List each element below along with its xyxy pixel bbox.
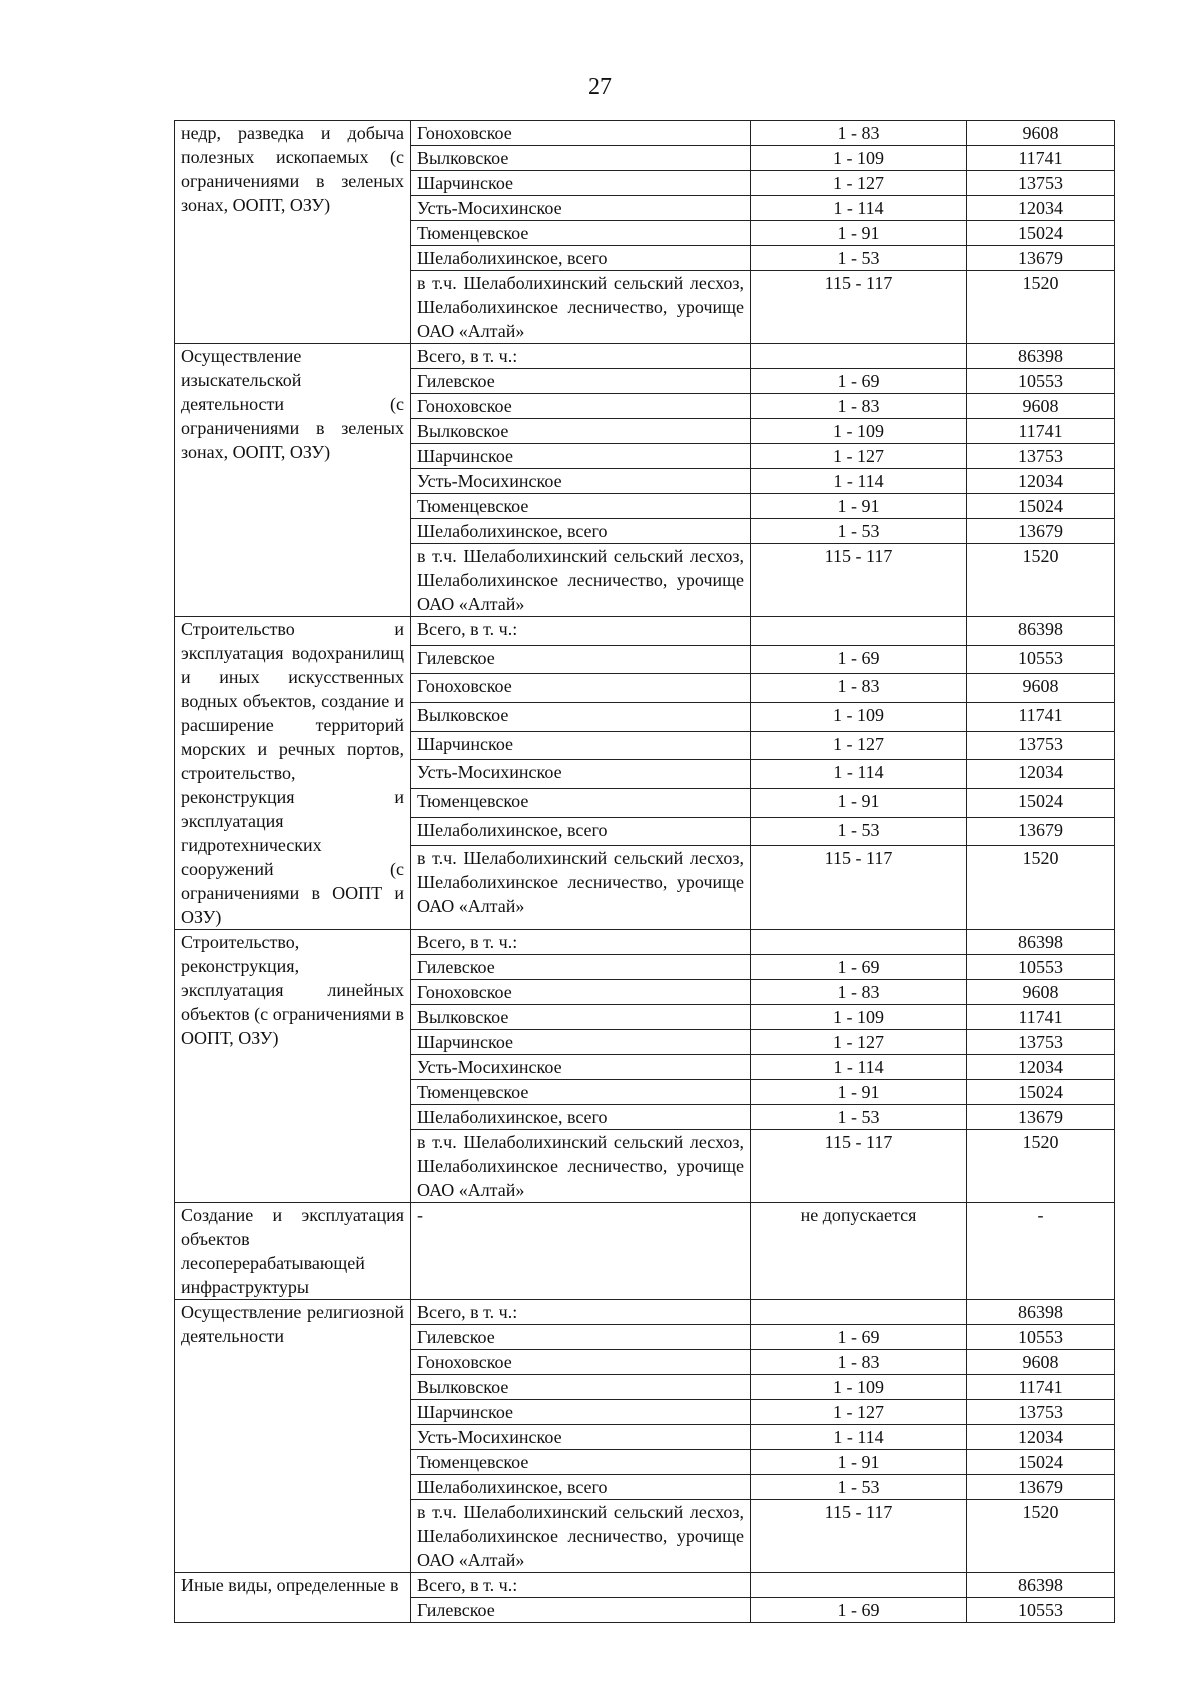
area-cell: 11741 <box>967 702 1115 731</box>
area-cell: 13679 <box>967 1475 1115 1500</box>
area-cell: 9608 <box>967 1350 1115 1375</box>
area-cell: 12034 <box>967 469 1115 494</box>
table-body <box>175 121 1115 1623</box>
area-cell: 1520 <box>967 271 1115 344</box>
quarters-cell: 115 - 117 <box>751 544 967 617</box>
quarters-cell: 1 - 114 <box>751 1055 967 1080</box>
forestry-cell: Всего, в т. ч.: <box>411 1573 751 1598</box>
activity-cell: Создание и эксплуатация объектов лесоперерабатывающей инфраструктуры <box>175 1203 411 1300</box>
area-cell: 13679 <box>967 246 1115 271</box>
quarters-cell <box>751 930 967 955</box>
forestry-cell: Вылковское <box>411 702 751 731</box>
forestry-cell: Тюменцевское <box>411 788 751 817</box>
forestry-cell: Вылковское <box>411 1005 751 1030</box>
area-cell: 1520 <box>967 544 1115 617</box>
forestry-cell: Тюменцевское <box>411 1450 751 1475</box>
quarters-cell <box>751 1573 967 1598</box>
area-cell: 13753 <box>967 171 1115 196</box>
quarters-cell <box>751 344 967 369</box>
quarters-cell: 1 - 127 <box>751 731 967 760</box>
table-row <box>175 1573 1115 1598</box>
area-cell: 86398 <box>967 617 1115 646</box>
quarters-cell: 1 - 109 <box>751 1005 967 1030</box>
quarters-cell: 1 - 69 <box>751 955 967 980</box>
forestry-cell: Гоноховское <box>411 980 751 1005</box>
forestry-cell: Шарчинское <box>411 171 751 196</box>
area-cell: 86398 <box>967 1573 1115 1598</box>
area-cell: 13753 <box>967 1400 1115 1425</box>
area-cell: 9608 <box>967 674 1115 703</box>
area-cell: 9608 <box>967 394 1115 419</box>
area-cell: 13753 <box>967 444 1115 469</box>
forestry-cell: в т.ч. Шелаболихинский сельский лесхоз, Шелаболихинское лесничество, урочище ОАО «Алтай» <box>411 271 751 344</box>
area-cell: 13753 <box>967 1030 1115 1055</box>
area-cell: 12034 <box>967 760 1115 789</box>
area-cell: 15024 <box>967 494 1115 519</box>
area-cell: 13679 <box>967 519 1115 544</box>
forestry-cell: Гоноховское <box>411 394 751 419</box>
area-cell: 10553 <box>967 1325 1115 1350</box>
quarters-cell: 1 - 69 <box>751 1598 967 1623</box>
forestry-cell: Шарчинское <box>411 1030 751 1055</box>
forestry-cell: - <box>411 1203 751 1300</box>
quarters-cell: 1 - 83 <box>751 1350 967 1375</box>
forestry-cell: Шелаболихинское, всего <box>411 246 751 271</box>
quarters-cell: 1 - 91 <box>751 494 967 519</box>
quarters-cell: 1 - 127 <box>751 1400 967 1425</box>
area-cell: 1520 <box>967 846 1115 930</box>
forestry-cell: Всего, в т. ч.: <box>411 617 751 646</box>
area-cell: 13679 <box>967 1105 1115 1130</box>
table-row <box>175 930 1115 955</box>
quarters-cell: 1 - 109 <box>751 419 967 444</box>
quarters-cell: 1 - 83 <box>751 674 967 703</box>
area-cell: 1520 <box>967 1500 1115 1573</box>
quarters-cell: 1 - 53 <box>751 246 967 271</box>
area-cell: 86398 <box>967 1300 1115 1325</box>
forestry-cell: Вылковское <box>411 146 751 171</box>
forestry-cell: Шарчинское <box>411 444 751 469</box>
table-row <box>175 1300 1115 1325</box>
forestry-cell: Гоноховское <box>411 1350 751 1375</box>
quarters-cell: 1 - 83 <box>751 121 967 146</box>
quarters-cell: 1 - 109 <box>751 702 967 731</box>
area-cell: 1520 <box>967 1130 1115 1203</box>
area-cell: 10553 <box>967 955 1115 980</box>
forestry-cell: Вылковское <box>411 1375 751 1400</box>
quarters-cell: 115 - 117 <box>751 1130 967 1203</box>
quarters-cell: 1 - 127 <box>751 171 967 196</box>
quarters-cell: 1 - 114 <box>751 760 967 789</box>
quarters-cell: 1 - 53 <box>751 817 967 846</box>
area-cell: 10553 <box>967 1598 1115 1623</box>
forestry-cell: Гоноховское <box>411 674 751 703</box>
forestry-cell: Шелаболихинское, всего <box>411 1105 751 1130</box>
forestry-cell: Гилевское <box>411 955 751 980</box>
area-cell: 10553 <box>967 645 1115 674</box>
forestry-cell: Шелаболихинское, всего <box>411 1475 751 1500</box>
table-row <box>175 1203 1115 1300</box>
table-row <box>175 617 1115 646</box>
area-cell: 11741 <box>967 146 1115 171</box>
quarters-cell: 1 - 127 <box>751 1030 967 1055</box>
forestry-cell: Шелаболихинское, всего <box>411 519 751 544</box>
forestry-cell: Тюменцевское <box>411 1080 751 1105</box>
quarters-cell: 1 - 53 <box>751 1105 967 1130</box>
quarters-cell: 1 - 91 <box>751 1080 967 1105</box>
area-cell: 12034 <box>967 1055 1115 1080</box>
area-cell: 13753 <box>967 731 1115 760</box>
forestry-cell: в т.ч. Шелаболихинский сельский лесхоз, Шелаболихинское лесничество, урочище ОАО «Алтай» <box>411 544 751 617</box>
area-cell: 11741 <box>967 1375 1115 1400</box>
table-row <box>175 344 1115 369</box>
area-cell: 15024 <box>967 221 1115 246</box>
forestry-cell: Гилевское <box>411 1598 751 1623</box>
area-cell: 13679 <box>967 817 1115 846</box>
quarters-cell: 1 - 69 <box>751 1325 967 1350</box>
forestry-cell: Усть-Мосихинское <box>411 1055 751 1080</box>
forestry-cell: Тюменцевское <box>411 221 751 246</box>
area-cell: 12034 <box>967 1425 1115 1450</box>
forestry-cell: Гилевское <box>411 645 751 674</box>
quarters-cell: 115 - 117 <box>751 846 967 930</box>
forestry-cell: Усть-Мосихинское <box>411 760 751 789</box>
area-cell: 15024 <box>967 1080 1115 1105</box>
forestry-cell: Усть-Мосихинское <box>411 469 751 494</box>
area-cell: 10553 <box>967 369 1115 394</box>
forestry-cell: Гилевское <box>411 369 751 394</box>
forestry-cell: Вылковское <box>411 419 751 444</box>
quarters-cell <box>751 1300 967 1325</box>
quarters-cell: 1 - 83 <box>751 394 967 419</box>
activity-cell: Иные виды, определенные в <box>175 1573 411 1623</box>
forestry-cell: Шарчинское <box>411 731 751 760</box>
quarters-cell: 1 - 53 <box>751 519 967 544</box>
quarters-cell: 1 - 114 <box>751 469 967 494</box>
quarters-cell: 1 - 91 <box>751 221 967 246</box>
quarters-cell: 1 - 53 <box>751 1475 967 1500</box>
area-cell: 12034 <box>967 196 1115 221</box>
forestry-cell: Усть-Мосихинское <box>411 1425 751 1450</box>
forestry-cell: Гилевское <box>411 1325 751 1350</box>
area-cell: 15024 <box>967 788 1115 817</box>
quarters-cell: 1 - 114 <box>751 196 967 221</box>
forestry-cell: Тюменцевское <box>411 494 751 519</box>
quarters-cell: 1 - 91 <box>751 788 967 817</box>
activity-cell: Строительство, реконструкция, эксплуатация линейных объектов (с ограничениями в ООПТ, ОЗУ) <box>175 930 411 1203</box>
forestry-cell: Всего, в т. ч.: <box>411 930 751 955</box>
area-cell: - <box>967 1203 1115 1300</box>
quarters-cell: 115 - 117 <box>751 271 967 344</box>
forestry-cell: Всего, в т. ч.: <box>411 1300 751 1325</box>
activity-cell: Строительство и эксплуатация водохранилищ и иных искусственных водных объектов, создание и расширение территорий морских и речных портов, строительство, реконструкция и эксплуатация гидротехнических сооружений (с ограничениями в ООПТ и ОЗУ) <box>175 617 411 930</box>
quarters-cell <box>751 617 967 646</box>
area-cell: 9608 <box>967 121 1115 146</box>
quarters-cell: 1 - 114 <box>751 1425 967 1450</box>
area-cell: 11741 <box>967 1005 1115 1030</box>
quarters-cell: 1 - 91 <box>751 1450 967 1475</box>
quarters-cell: 1 - 109 <box>751 146 967 171</box>
forestry-cell: Шарчинское <box>411 1400 751 1425</box>
quarters-cell: 115 - 117 <box>751 1500 967 1573</box>
forestry-cell: в т.ч. Шелаболихинский сельский лесхоз, Шелаболихинское лесничество, урочище ОАО «Алтай» <box>411 1130 751 1203</box>
quarters-cell: 1 - 127 <box>751 444 967 469</box>
area-cell: 9608 <box>967 980 1115 1005</box>
activity-cell: Осуществление религиозной деятельности <box>175 1300 411 1573</box>
activity-cell: Осуществление изыскательской деятельности (с ограничениями в зеленых зонах, ООПТ, ОЗУ) <box>175 344 411 617</box>
quarters-cell: 1 - 69 <box>751 369 967 394</box>
forestry-cell: Усть-Мосихинское <box>411 196 751 221</box>
forestry-cell: в т.ч. Шелаболихинский сельский лесхоз, Шелаболихинское лесничество, урочище ОАО «Алтай» <box>411 846 751 930</box>
forestry-cell: Шелаболихинское, всего <box>411 817 751 846</box>
area-cell: 86398 <box>967 930 1115 955</box>
activity-cell: недр, разведка и добыча полезных ископаемых (с ограничениями в зеленых зонах, ООПТ, ОЗУ) <box>175 121 411 344</box>
page-number: 27 <box>588 74 612 100</box>
quarters-cell: 1 - 83 <box>751 980 967 1005</box>
forestry-cell: в т.ч. Шелаболихинский сельский лесхоз, Шелаболихинское лесничество, урочище ОАО «Алтай» <box>411 1500 751 1573</box>
quarters-cell: не допускается <box>751 1203 967 1300</box>
quarters-cell: 1 - 109 <box>751 1375 967 1400</box>
forestry-cell: Гоноховское <box>411 121 751 146</box>
area-cell: 86398 <box>967 344 1115 369</box>
area-cell: 15024 <box>967 1450 1115 1475</box>
quarters-cell: 1 - 69 <box>751 645 967 674</box>
area-cell: 11741 <box>967 419 1115 444</box>
table-row <box>175 121 1115 146</box>
forestry-cell: Всего, в т. ч.: <box>411 344 751 369</box>
forest-use-table <box>174 120 1115 1623</box>
